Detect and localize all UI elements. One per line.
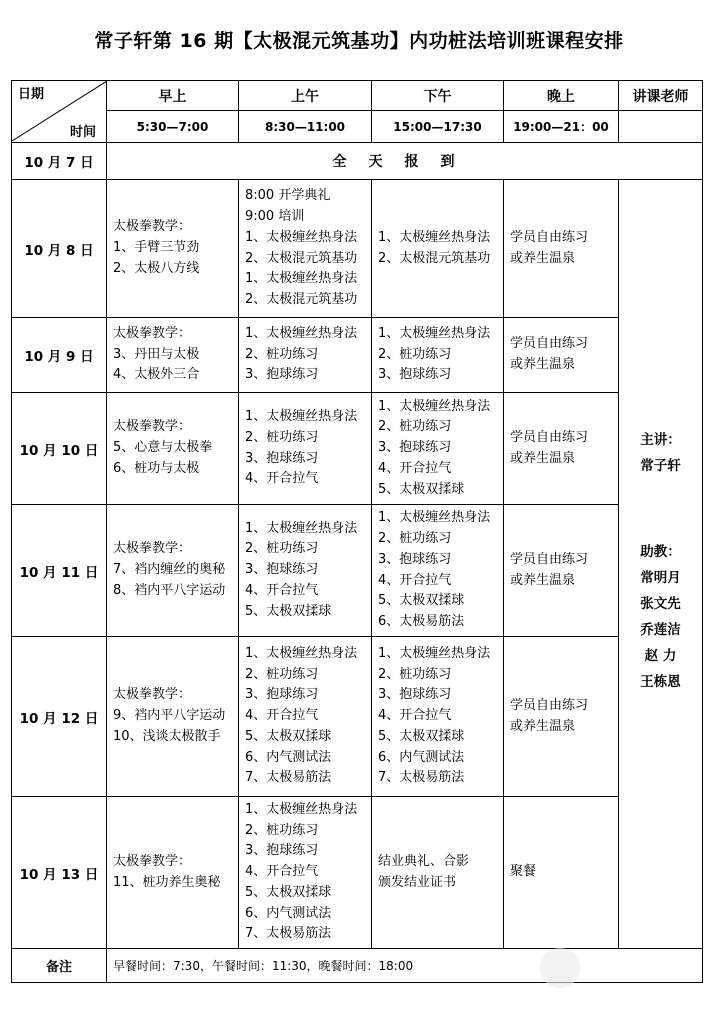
list-line: 1、太极缠丝热身法 <box>378 645 491 661</box>
cell-evening <box>504 318 619 393</box>
list-line: 聚餐 <box>510 864 537 880</box>
list-line: 太极拳教学： <box>113 687 192 703</box>
time-morning: 5:30—7:00 <box>107 111 239 143</box>
cell-am <box>239 637 372 797</box>
list-line: 2、桩功练习 <box>378 419 452 435</box>
list-line: 2、桩功练习 <box>378 666 452 682</box>
day-row <box>12 393 703 505</box>
list-line: 学员自由练习 <box>510 697 589 713</box>
list-line: 1、太极缠丝热身法 <box>245 801 358 817</box>
cell-pm <box>372 637 504 797</box>
list-line: 1、太极缠丝热身法 <box>245 408 358 424</box>
time-pm: 15:00—17:30 <box>372 111 504 143</box>
list-line: 9、裆内平八字运动 <box>113 708 226 724</box>
note-row <box>12 949 703 983</box>
teacher-line: 常明月 <box>640 570 681 586</box>
list-line: 2、桩功练习 <box>245 822 319 838</box>
list-line: 5、太极双揉球 <box>378 481 465 497</box>
list-line: 6、内气测试法 <box>378 749 465 765</box>
list-line: 2、桩功练习 <box>245 429 319 445</box>
cell-am <box>239 505 372 637</box>
list-line: 4、开合拉气 <box>378 708 452 724</box>
list-line: 3、抱球练习 <box>245 367 319 383</box>
list-line: 3、抱球练习 <box>378 440 452 456</box>
list-line: 2、桩功练习 <box>378 530 452 546</box>
list-line: 7、太极易筋法 <box>245 926 332 942</box>
list-line: 6、内气测试法 <box>245 905 332 921</box>
list-line: 1、太极缠丝热身法 <box>378 229 491 245</box>
note-label: 备注 <box>12 949 107 983</box>
day-row <box>12 797 703 949</box>
day-row <box>12 637 703 797</box>
teacher-line: 赵 力 <box>644 648 677 664</box>
arrival-text: 全天报到 <box>107 143 703 180</box>
list-line: 4、开合拉气 <box>245 582 319 598</box>
cell-morning <box>107 505 239 637</box>
column-header-morning: 早上 <box>107 81 239 111</box>
page-title: 常子轩第 16 期【太极混元筑基功】内功桩法培训班课程安排 <box>94 30 624 52</box>
column-header-evening: 晚上 <box>504 81 619 111</box>
list-line: 结业典礼、合影 <box>378 853 470 869</box>
list-line: 6、内气测试法 <box>245 749 332 765</box>
time-evening: 19:00—21：00 <box>504 111 619 143</box>
teacher-line: 主讲： <box>640 432 681 448</box>
list-line: 1、太极缠丝热身法 <box>245 645 358 661</box>
list-line: 2、桩功练习 <box>245 541 319 557</box>
cell-evening <box>504 180 619 318</box>
list-line: 5、太极双揉球 <box>378 593 465 609</box>
day-row <box>12 318 703 393</box>
list-line: 4、开合拉气 <box>378 572 452 588</box>
list-line: 5、太极双揉球 <box>245 884 332 900</box>
list-line: 2、太极混元筑基功 <box>245 250 358 266</box>
day-date: 10 月 13 日 <box>12 797 107 949</box>
list-line: 1、太极缠丝热身法 <box>245 229 358 245</box>
teacher-line: 王栋恩 <box>640 674 681 690</box>
list-line: 3、抱球练习 <box>378 687 452 703</box>
list-line: 4、开合拉气 <box>245 864 319 880</box>
list-line: 4、开合拉气 <box>245 471 319 487</box>
list-line: 3、抱球练习 <box>378 367 452 383</box>
teacher-line: 张文先 <box>640 596 681 612</box>
list-line: 5、太极双揉球 <box>245 728 332 744</box>
list-line: 1、太极缠丝热身法 <box>378 325 491 341</box>
list-line: 学员自由练习 <box>510 229 589 245</box>
teacher-line: 常子轩 <box>640 458 681 474</box>
cell-morning <box>107 180 239 318</box>
header-diagonal-cell <box>12 81 107 143</box>
schedule-table <box>11 80 703 983</box>
day-date: 10 月 10 日 <box>12 393 107 505</box>
list-line: 1、太极缠丝热身法 <box>245 271 358 287</box>
list-line: 8:00 开学典礼 <box>245 188 331 204</box>
teacher-line <box>619 482 702 542</box>
list-line: 6、桩功与太极 <box>113 460 200 476</box>
list-line: 3、抱球练习 <box>245 450 319 466</box>
cell-evening <box>504 393 619 505</box>
list-line: 11、桩功养生奥秘 <box>113 874 221 890</box>
teacher-cell <box>619 180 703 949</box>
list-line: 5、心意与太极拳 <box>113 440 213 456</box>
teacher-line: 助教： <box>640 544 681 560</box>
cell-morning <box>107 393 239 505</box>
cell-pm <box>372 505 504 637</box>
column-header-teacher: 讲课老师 <box>619 81 703 111</box>
list-line: 太极拳教学： <box>113 541 192 557</box>
list-line: 2、桩功练习 <box>245 666 319 682</box>
cell-pm <box>372 797 504 949</box>
list-line: 太极拳教学： <box>113 853 192 869</box>
list-line: 4、开合拉气 <box>378 460 452 476</box>
list-line: 3、抱球练习 <box>245 843 319 859</box>
list-line: 1、手臂三节劲 <box>113 240 200 256</box>
list-line: 3、抱球练习 <box>245 562 319 578</box>
list-line: 2、桩功练习 <box>245 346 319 362</box>
cell-evening <box>504 797 619 949</box>
arrival-date: 10 月 7 日 <box>12 143 107 180</box>
list-line: 太极拳教学： <box>113 419 192 435</box>
list-line: 颁发结业证书 <box>378 874 457 890</box>
day-date: 10 月 12 日 <box>12 637 107 797</box>
list-line: 9:00 培训 <box>245 208 305 224</box>
cell-pm <box>372 180 504 318</box>
list-line: 太极拳教学： <box>113 325 192 341</box>
column-header-am: 上午 <box>239 81 372 111</box>
list-line: 4、太极外三合 <box>113 367 200 383</box>
list-line: 学员自由练习 <box>510 551 589 567</box>
watermark-logo <box>540 948 580 988</box>
list-line: 5、太极双揉球 <box>378 728 465 744</box>
list-line: 4、开合拉气 <box>245 708 319 724</box>
cell-morning <box>107 797 239 949</box>
cell-am <box>239 180 372 318</box>
cell-am <box>239 318 372 393</box>
list-line: 学员自由练习 <box>510 336 589 352</box>
list-line: 1、太极缠丝热身法 <box>378 398 491 414</box>
day-date: 10 月 8 日 <box>12 180 107 318</box>
time-teacher-blank <box>619 111 703 143</box>
list-line: 1、太极缠丝热身法 <box>245 520 358 536</box>
list-line: 太极拳教学： <box>113 219 192 235</box>
cell-evening <box>504 505 619 637</box>
list-line: 7、太极易筋法 <box>245 770 332 786</box>
cell-pm <box>372 393 504 505</box>
list-line: 2、太极八方线 <box>113 260 200 276</box>
day-date: 10 月 9 日 <box>12 318 107 393</box>
cell-am <box>239 393 372 505</box>
list-line: 6、太极易筋法 <box>378 614 465 630</box>
list-line: 3、抱球练习 <box>378 551 452 567</box>
list-line: 学员自由练习 <box>510 429 589 445</box>
list-line: 或养生温泉 <box>510 450 576 466</box>
cell-pm <box>372 318 504 393</box>
list-line: 3、抱球练习 <box>245 687 319 703</box>
list-line: 2、桩功练习 <box>378 346 452 362</box>
list-line: 或养生温泉 <box>510 357 576 372</box>
day-row <box>12 180 703 318</box>
list-line: 1、太极缠丝热身法 <box>245 325 358 341</box>
list-line: 10、浅谈太极散手 <box>113 728 221 744</box>
date-header-label: 日期 <box>18 87 45 102</box>
list-line: 7、太极易筋法 <box>378 770 465 786</box>
list-line: 或养生温泉 <box>510 572 576 588</box>
cell-evening <box>504 637 619 797</box>
list-line: 8、裆内平八字运动 <box>113 582 226 598</box>
list-line: 1、太极缠丝热身法 <box>378 510 491 526</box>
cell-am <box>239 797 372 949</box>
cell-morning <box>107 318 239 393</box>
cell-morning <box>107 637 239 797</box>
list-line: 7、裆内缠丝的奥秘 <box>113 562 226 578</box>
day-row <box>12 505 703 637</box>
teacher-line: 乔莲洁 <box>640 622 681 638</box>
time-header-label: 时间 <box>69 125 96 140</box>
list-line: 或养生温泉 <box>510 718 576 734</box>
list-line: 或养生温泉 <box>510 250 576 266</box>
column-header-pm: 下午 <box>372 81 504 111</box>
day-date: 10 月 11 日 <box>12 505 107 637</box>
time-am: 8:30—11:00 <box>239 111 372 143</box>
list-line: 2、太极混元筑基功 <box>378 250 491 266</box>
list-line: 3、丹田与太极 <box>113 346 200 362</box>
note-text: 早餐时间：7:30，午餐时间：11:30，晚餐时间：18:00 <box>107 949 703 983</box>
list-line: 5、太极双揉球 <box>245 603 332 619</box>
list-line: 2、太极混元筑基功 <box>245 292 358 308</box>
